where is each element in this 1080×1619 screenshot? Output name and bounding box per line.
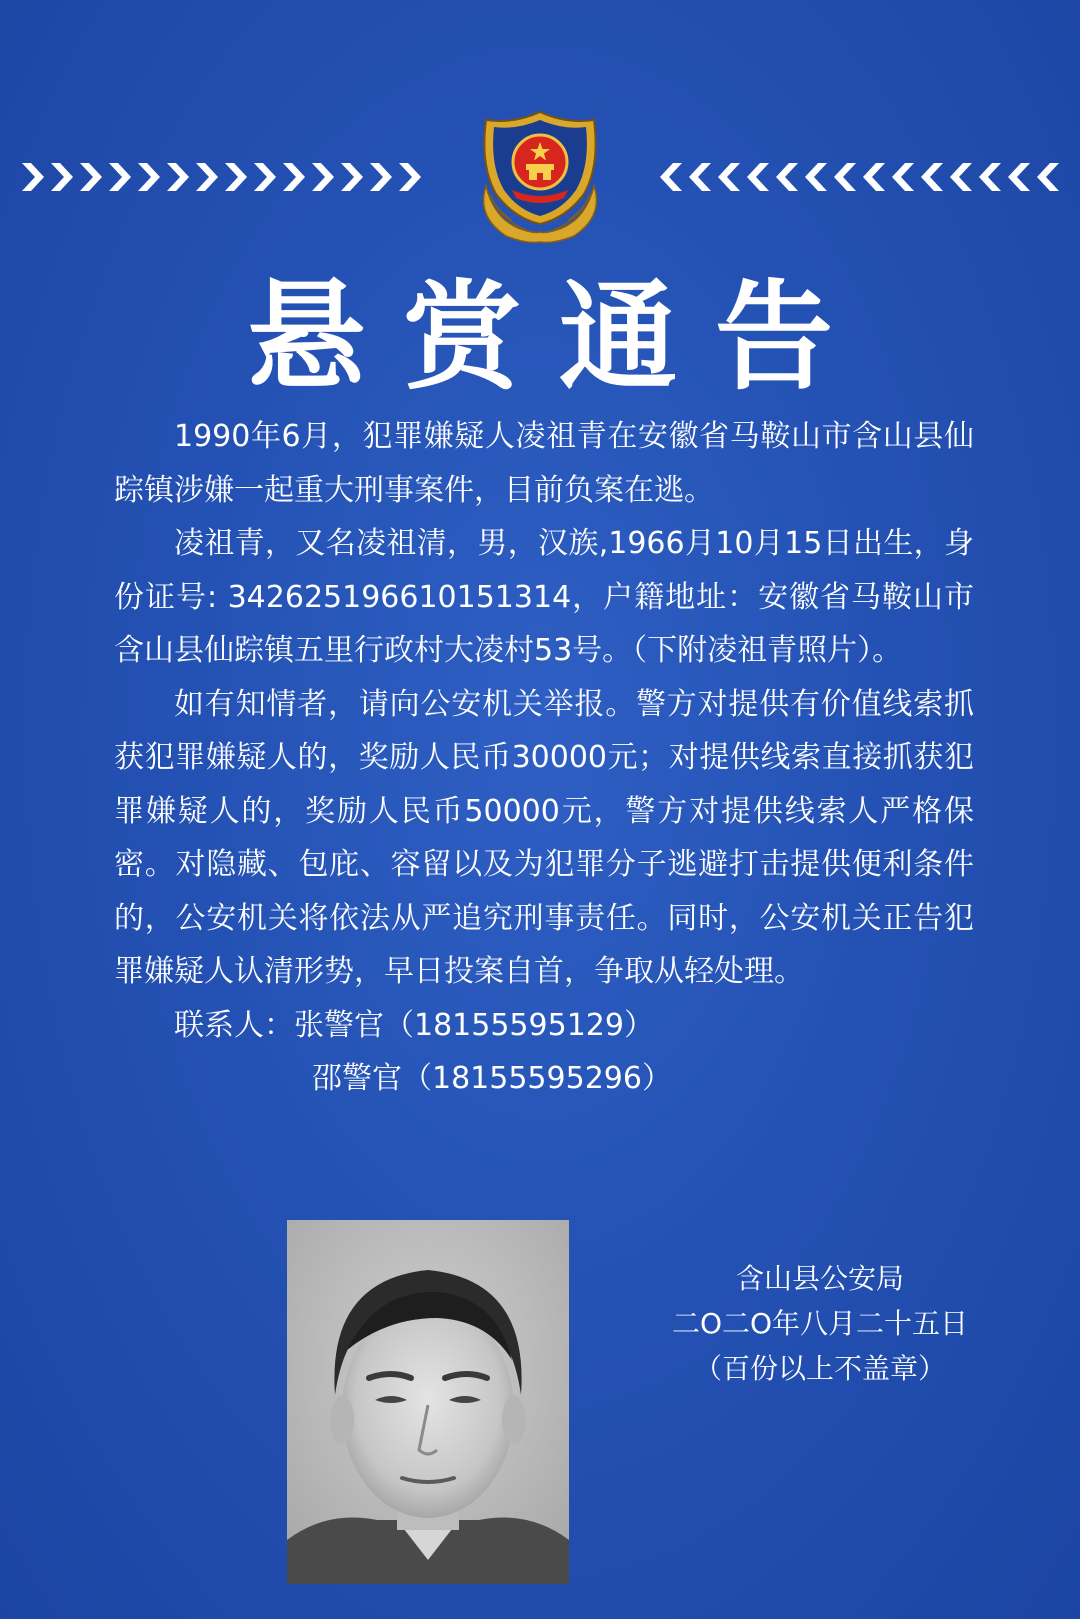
chevron-right-icon — [22, 163, 44, 191]
issuer-block — [640, 1256, 1000, 1391]
chevron-right-icon — [254, 163, 276, 191]
chevron-right-icon — [370, 163, 392, 191]
chevron-right-icon — [283, 163, 305, 191]
chevron-left-icon — [921, 163, 943, 191]
chevron-left-icon — [660, 163, 682, 191]
chevron-right-icon — [51, 163, 73, 191]
chevron-left-icon — [950, 163, 972, 191]
notice-title: 悬赏通告 — [246, 268, 871, 406]
chevron-left-icon — [776, 163, 798, 191]
notice-body — [114, 410, 974, 1106]
chevron-right-icon — [399, 163, 421, 191]
chevron-right-icon — [109, 163, 131, 191]
chevron-right-icon — [225, 163, 247, 191]
chevron-right-icon — [196, 163, 218, 191]
paragraph-reward: 如有知情者，请向公安机关举报。警方对提供有价值线索抓获犯罪嫌疑人的，奖励人民币30000元；对提供线索直接抓获犯罪嫌疑人的，奖励人民币50000元，警方对提供线索人严格保密。对隐藏、包庇、容留以及为犯罪分子逃避打击提供便利条件的，公安机关将依法从严追究刑事责任。同时，公安机关正告犯罪嫌疑人认清形势，早日投案自首，争取从轻处理。 — [114, 686, 974, 989]
issue-date: 二O二O年八月二十五日 — [671, 1307, 969, 1340]
chevron-right-icon — [138, 163, 160, 191]
paragraph-suspect-info: 凌祖青，又名凌祖清，男，汉族,1966月10月15日出生，身份证号: 342625196610151314，户籍地址：安徽省马鞍山市含山县仙踪镇五里行政村大凌村53号。（下附凌祖青照片）。 — [114, 526, 974, 668]
suspect-photo — [287, 1220, 569, 1584]
right-chevron-decoration — [643, 155, 1063, 199]
paragraph-case: 1990年6月，犯罪嫌疑人凌祖青在安徽省马鞍山市含山县仙踪镇涉嫌一起重大刑事案件，目前负案在逃。 — [114, 419, 974, 508]
chevron-left-icon — [643, 155, 1063, 199]
chevron-left-icon — [747, 163, 769, 191]
chevron-right-icon — [167, 163, 189, 191]
chevron-left-icon — [1037, 163, 1059, 191]
contact-line-primary: 联系人：张警官（18155595129） — [174, 1007, 654, 1043]
chevron-right-icon — [80, 163, 102, 191]
chevron-right-icon — [18, 155, 438, 199]
chevron-right-icon — [341, 163, 363, 191]
chevron-left-icon — [834, 163, 856, 191]
chevron-left-icon — [805, 163, 827, 191]
issuer-name: 含山县公安局 — [735, 1262, 904, 1295]
left-chevron-decoration — [18, 155, 438, 199]
contact-line-secondary: 邵警官（18155595296） — [312, 1061, 672, 1096]
chevron-left-icon — [863, 163, 885, 191]
seal-note: （百份以上不盖章） — [693, 1352, 946, 1385]
chevron-left-icon — [892, 163, 914, 191]
police-emblem-icon — [466, 106, 614, 246]
chevron-left-icon — [718, 163, 740, 191]
chevron-left-icon — [979, 163, 1001, 191]
chevron-left-icon — [1008, 163, 1030, 191]
chevron-left-icon — [689, 163, 711, 191]
chevron-right-icon — [312, 163, 334, 191]
